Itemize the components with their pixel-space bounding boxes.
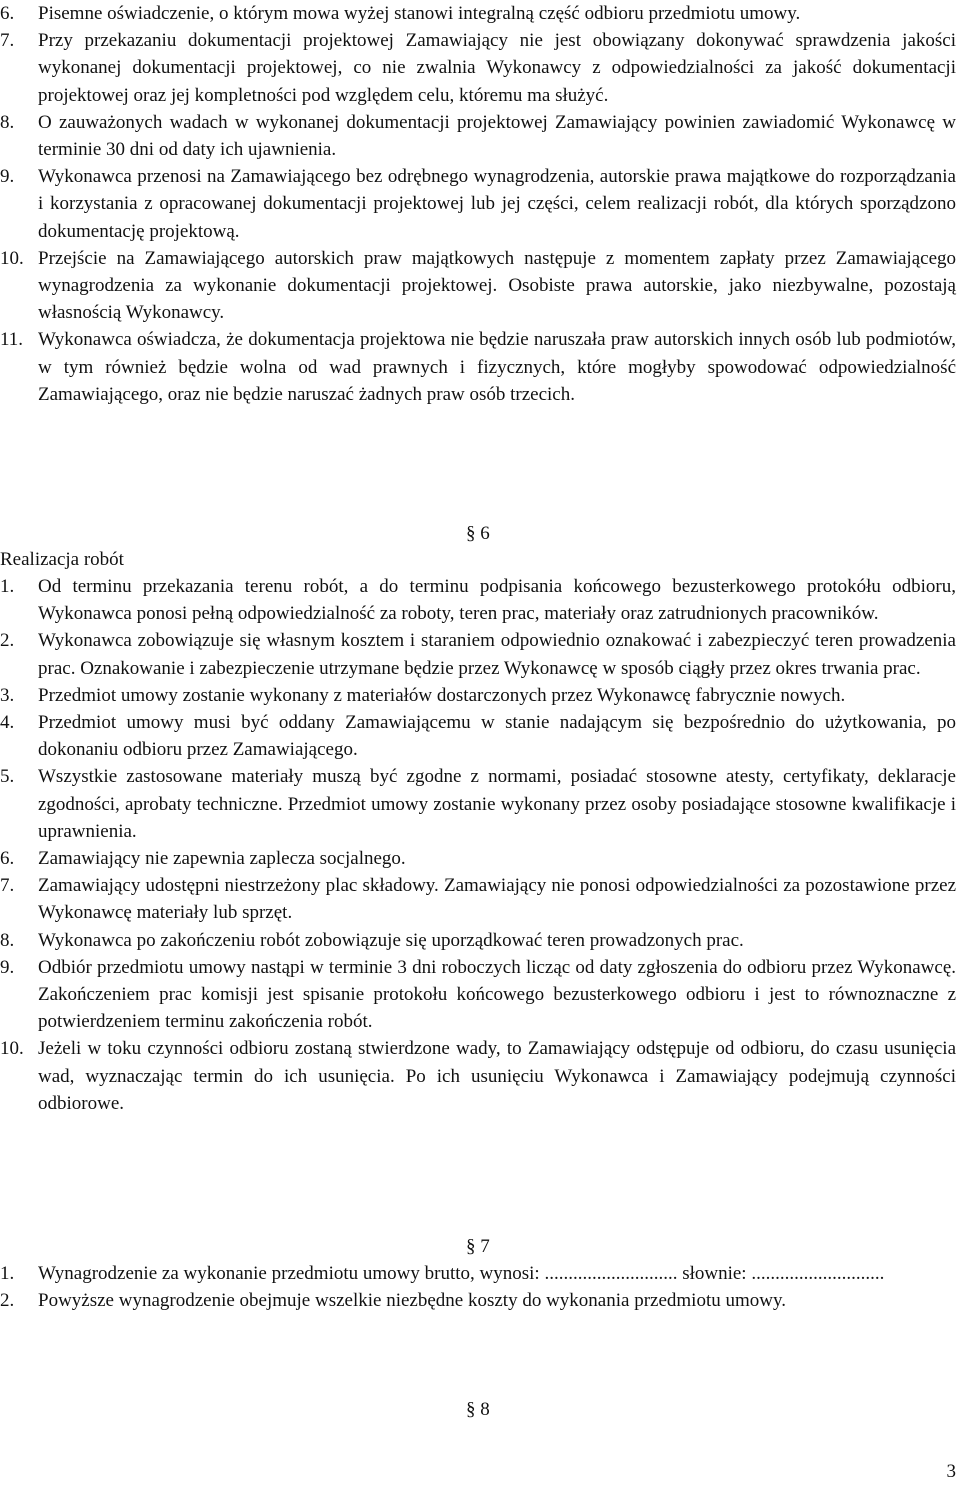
list-item bbox=[0, 763, 960, 845]
section-8-heading: § 8 bbox=[466, 1399, 490, 1420]
item-text: O zauważonych wadach w wykonanej dokumentacji projektowej Zamawiający powinien zawiadomić Wykonawcę w terminie 30 dni od daty ich ujawnienia. bbox=[38, 111, 956, 161]
item-number: 5. bbox=[0, 766, 15, 788]
list-item bbox=[0, 927, 960, 954]
item-number: 11. bbox=[0, 329, 24, 351]
item-text: Odbiór przedmiotu umowy nastąpi w terminie 3 dni roboczych licząc od daty zgłoszenia do odbioru przez Wykonawcę. Zakończeniem prac komisji jest spisanie protokołu końcowego bezusterkowego odbioru i jest to równoznaczne z potwierdzeniem terminu zakończenia robót. bbox=[38, 956, 956, 1033]
item-number: 7. bbox=[0, 30, 15, 52]
list-item bbox=[0, 1260, 960, 1287]
list-item bbox=[0, 1035, 960, 1117]
list-item bbox=[0, 573, 960, 627]
item-number: 2. bbox=[0, 1290, 15, 1312]
item-number: 1. bbox=[0, 576, 15, 597]
item-text: Przedmiot umowy zostanie wykonany z materiałów dostarczonych przez Wykonawcę fabrycznie nowych. bbox=[38, 684, 846, 706]
list-item bbox=[0, 682, 960, 709]
list-item bbox=[0, 245, 960, 327]
item-text: Jeżeli w toku czynności odbioru zostaną stwierdzone wady, to Zamawiający odstępuje od odbioru, do czasu usunięcia wad, wyznaczając termin do ich usunięcia. Po ich usunięciu Wykonawca i Zamawiający podejmują czynności odbiorowe. bbox=[38, 1038, 956, 1114]
item-number: 8. bbox=[0, 929, 15, 951]
list-item bbox=[0, 163, 960, 245]
item-text: Wykonawca przenosi na Zamawiającego bez odrębnego wynagrodzenia, autorskie prawa majątkowe do rozporządzania i korzystania z opracowanej dokumentacji projektowej lub jej części, celem realizacji robót, dla których sporządzono dokumentację projektową. bbox=[38, 166, 956, 242]
item-text: Przy przekazaniu dokumentacji projektowej Zamawiający nie jest obowiązany dokonywać sprawdzenia jakości wykonanej dokumentacji projektowej, co nie zwalnia Wykonawcy z odpowiedzialności za jakość dokumentacji projektowej oraz jej kompletności pod względem celu, któremu ma służyć. bbox=[38, 30, 956, 106]
list-item bbox=[0, 27, 960, 109]
list-item bbox=[0, 326, 960, 408]
list-item bbox=[0, 0, 960, 27]
item-number: 7. bbox=[0, 875, 15, 897]
item-text: Pisemne oświadczenie, o którym mowa wyżej stanowi integralną część odbioru przedmiotu umowy. bbox=[38, 3, 801, 24]
section-6-title: Realizacja robót bbox=[0, 549, 124, 570]
item-text: Wykonawca oświadcza, że dokumentacja projektowa nie będzie naruszała praw autorskich innych osób lub podmiotów, w tym również będzie wolna od wad prawnych i fizycznych, które mogłyby spowodować odpowiedzialność Zamawiającego, oraz nie będzie naruszać żadnych praw osób trzecich. bbox=[38, 329, 956, 405]
section-6-heading: § 6 bbox=[466, 523, 490, 544]
section-5-continuation bbox=[0, 0, 960, 408]
item-number: 1. bbox=[0, 1263, 15, 1284]
item-number: 6. bbox=[0, 3, 15, 24]
item-number: 4. bbox=[0, 712, 15, 734]
section-5-list bbox=[0, 0, 960, 408]
item-text: Przedmiot umowy musi być oddany Zamawiającemu w stanie nadającym się bezpośrednio do użytkowania, po dokonaniu odbioru przez Zamawiającego. bbox=[38, 712, 956, 761]
item-text: Wykonawca po zakończeniu robót zobowiązuje się uporządkować teren prowadzonych prac. bbox=[38, 929, 744, 951]
item-number: 9. bbox=[0, 956, 15, 978]
item-text: Zamawiający udostępni niestrzeżony plac składowy. Zamawiający nie ponosi odpowiedzialności za pozostawione przez Wykonawcę materiały lub sprzęt. bbox=[38, 875, 956, 924]
list-item bbox=[0, 627, 960, 681]
item-text: Od terminu przekazania terenu robót, a do terminu podpisania końcowego bezusterkowego protokółu odbioru, Wykonawca ponosi pełną odpowiedzialność za roboty, teren prac, materiały oraz zatrudnionych pracowników. bbox=[38, 576, 956, 625]
item-number: 6. bbox=[0, 848, 15, 870]
item-text: Wykonawca zobowiązuje się własnym kosztem i staraniem odpowiednio oznakować i zabezpieczyć teren prowadzenia prac. Oznakowanie i zabezpieczenie utrzymane będzie przez Wykonawcę w sposób ciągły przez okres trwania prac. bbox=[38, 630, 956, 679]
list-item bbox=[0, 872, 960, 926]
item-number: 3. bbox=[0, 684, 15, 706]
item-text: Zamawiający nie zapewnia zaplecza socjalnego. bbox=[38, 848, 406, 870]
item-text: Wszystkie zastosowane materiały muszą być zgodne z normami, posiadać stosowne atesty, certyfikaty, deklaracje zgodności, aprobaty techniczne. Przedmiot umowy zostanie wykonany przez osoby posiadające stosowne kwalifikacje i uprawnienia. bbox=[38, 766, 956, 842]
section-7-body bbox=[0, 1260, 960, 1314]
list-item bbox=[0, 109, 960, 163]
section-7-list bbox=[0, 1260, 960, 1314]
section-6-body bbox=[0, 573, 960, 1117]
page-number: 3 bbox=[946, 1461, 956, 1482]
item-text: Wynagrodzenie za wykonanie przedmiotu umowy brutto, wynosi: ............................ słownie: ............................ bbox=[38, 1263, 885, 1284]
list-item bbox=[0, 845, 960, 872]
list-item bbox=[0, 1287, 960, 1314]
section-6-list bbox=[0, 573, 960, 1117]
item-text: Przejście na Zamawiającego autorskich praw majątkowych następuje z momentem zapłaty przez Zamawiającego wynagrodzenia za wykonanie dokumentacji projektowej. Osobiste prawa autorskie, jako niezbywalne, pozostają własnością Wykonawcy. bbox=[38, 247, 956, 324]
item-number: 8. bbox=[0, 111, 15, 133]
item-number: 2. bbox=[0, 630, 15, 652]
item-text: Powyższe wynagrodzenie obejmuje wszelkie niezbędne koszty do wykonania przedmiotu umowy. bbox=[38, 1290, 786, 1312]
item-number: 10. bbox=[0, 1038, 24, 1060]
list-item bbox=[0, 709, 960, 763]
item-number: 10. bbox=[0, 247, 24, 269]
item-number: 9. bbox=[0, 166, 15, 188]
section-7-heading: § 7 bbox=[466, 1236, 490, 1257]
list-item bbox=[0, 954, 960, 1036]
